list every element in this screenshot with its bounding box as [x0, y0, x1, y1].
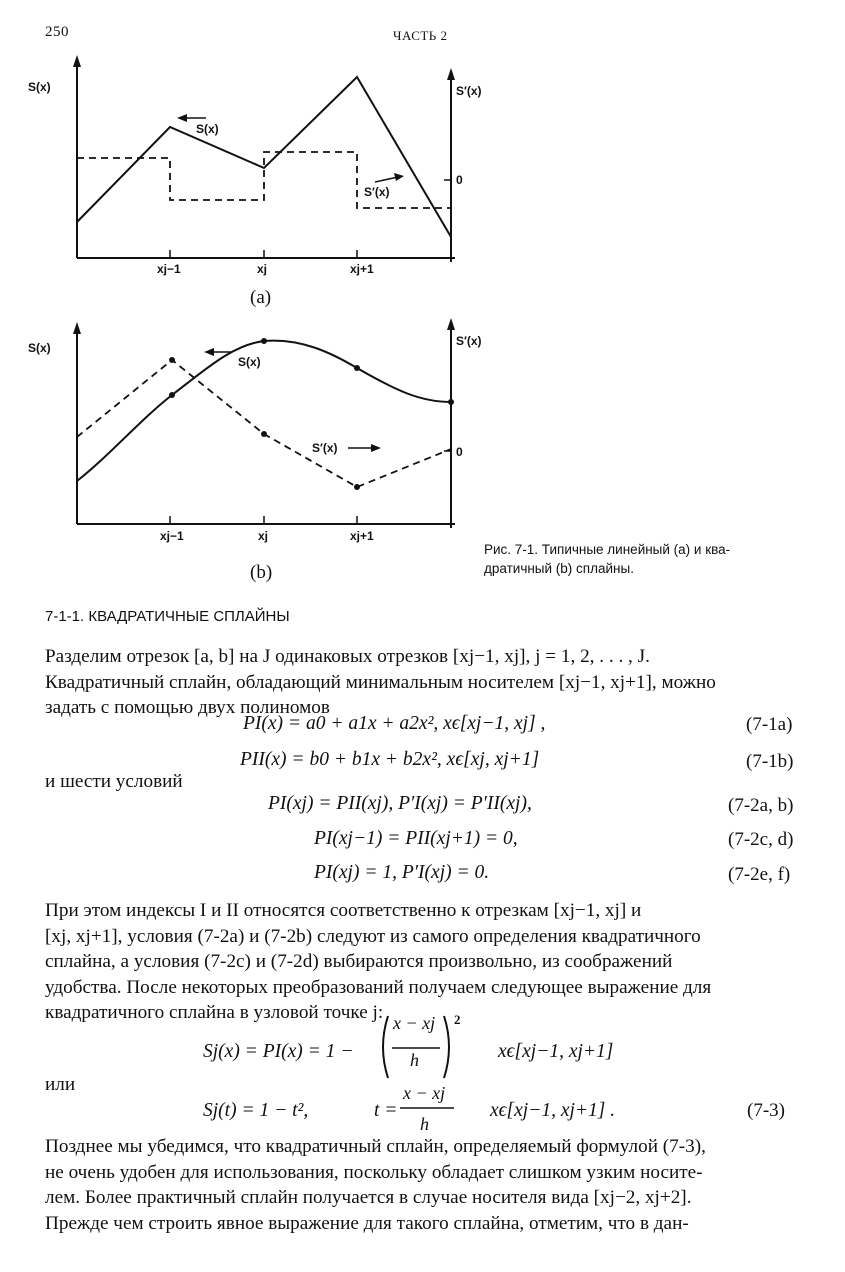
paragraph-1: [45, 644, 803, 721]
fig-a-sub-label: (a): [250, 287, 272, 308]
fraction-numerator: x − xj: [393, 1013, 436, 1033]
text-line: При этом индексы I и II относятся соответственно к отрезкам [xj−1, xj] и: [45, 900, 642, 921]
fig-b-curve-arrow-head: [204, 348, 214, 356]
fig-b-curve-label: S(x): [238, 355, 261, 369]
fig-b-left-arrow: [73, 322, 81, 334]
equation-7-1b: PII(x) = b0 + b1x + b2x², xϵ[xj, xj+1]: [240, 749, 540, 770]
fig-a-right-axis-label: S′(x): [456, 84, 482, 98]
fig-a-left-arrow: [73, 55, 81, 67]
equation-7-2ef: PI(xj) = 1, P′I(xj) = 0.: [314, 862, 490, 883]
fig-a-tick-label-2: xj: [257, 262, 268, 276]
fig-a-linear-spline-curve: [77, 77, 451, 237]
fig-a-tick-label-3: xj+1: [350, 262, 374, 276]
equation-7-1a: PI(x) = a0 + a1x + a2x², xϵ[xj−1, xj] ,: [243, 713, 546, 734]
text-line: лем. Более практичный сплайн получается в случае носителя вида [xj−2, xj+2].: [45, 1187, 692, 1208]
fig-b-right-axis-label: S′(x): [456, 334, 482, 348]
fig-a-curve-label: S(x): [196, 122, 219, 136]
figure-a: [28, 55, 482, 308]
fig-a-deriv-arrow-head: [394, 173, 404, 181]
equation-number: (7-2a, b): [728, 795, 794, 816]
equation-7-2ab: PI(xj) = PII(xj), P′I(xj) = P′II(xj),: [268, 793, 532, 814]
fig-b-derivative-label: S′(x): [312, 441, 338, 455]
fig-b-tick-label-2: xj: [258, 529, 269, 543]
fig-a-derivative-label: S′(x): [364, 185, 390, 199]
text-line: [xj, xj+1], условия (7-2a) и (7-2b) следуют из самого определения квадратичного: [45, 925, 701, 947]
text-line: Разделим отрезок [a, b] на J одинаковых отрезков [xj−1, xj], j = 1, 2, . . . , J.: [45, 646, 650, 667]
fig-b-quadratic-spline-curve: [77, 341, 451, 481]
text-line: и шести условий: [45, 771, 183, 792]
fig-b-sub-label: (b): [250, 562, 273, 583]
paragraph-3: [45, 1134, 803, 1236]
fig-b-deriv-arrow-head: [371, 444, 381, 452]
equation-7-3-lhs: Sj(t) = 1 − t²,: [203, 1100, 309, 1121]
equation-sj-domain: xϵ[xj−1, xj+1]: [498, 1041, 614, 1062]
fig-b-node-point: [169, 392, 175, 398]
equation-number: (7-2c, d): [728, 829, 794, 850]
fig-a-left-axis-label: S(x): [28, 80, 51, 94]
caption-line: дратичный (b) сплайны.: [484, 561, 634, 576]
figure-caption: [484, 540, 730, 578]
right-paren: [444, 1016, 449, 1078]
equation-sj-lhs: Sj(x) = PI(x) = 1 −: [203, 1041, 354, 1062]
equation-7-2cd: PI(xj−1) = PII(xj+1) = 0,: [314, 828, 518, 849]
figure-splines: [0, 0, 845, 600]
fraction-denominator: h: [410, 1050, 419, 1070]
fig-b-zero-label: 0: [456, 445, 463, 459]
text-line: не очень удобен для использования, поскольку обладает слишком узким носите-: [45, 1161, 703, 1183]
running-header: ЧАСТЬ 2: [393, 28, 448, 43]
text-line: Прежде чем строить явное выражение для такого сплайна, отметим, что в дан-: [45, 1212, 689, 1234]
fig-b-tick-label-1: xj−1: [160, 529, 184, 543]
fig-b-node-point: [169, 357, 175, 363]
text-line: удобства. После некоторых преобразований получаем следующее выражение для: [45, 976, 712, 998]
equation-number: (7-1a): [746, 714, 793, 735]
caption-line: Рис. 7-1. Типичные линейный (a) и ква-: [484, 542, 731, 557]
text-line: Квадратичный сплайн, обладающий минимальным носителем [xj−1, xj+1], можно: [45, 671, 716, 693]
equation-7-3-domain: xϵ[xj−1, xj+1] .: [490, 1100, 616, 1121]
fig-b-node-point: [354, 365, 360, 371]
fig-a-curve-arrow-head: [177, 114, 187, 122]
text-line: Позднее мы убедимся, что квадратичный сплайн, определяемый формулой (7-3),: [45, 1136, 706, 1157]
paragraph-2: [45, 898, 803, 1026]
section-title: 7-1-1. КВАДРАТИЧНЫЕ СПЛАЙНЫ: [45, 608, 290, 625]
equation-7-3-t: t =: [374, 1100, 398, 1121]
fig-b-node-point: [261, 338, 267, 344]
fig-b-node-point: [448, 399, 454, 405]
left-paren: [383, 1016, 388, 1078]
equation-number: (7-3): [747, 1100, 785, 1121]
text-line: задать с помощью двух полиномов: [45, 697, 330, 718]
equation-number: (7-2e, f): [728, 864, 791, 885]
fig-a-tick-label-1: xj−1: [157, 262, 181, 276]
fig-a-derivative-step: [77, 152, 451, 208]
text-line: сплайна, а условия (7-2c) и (7-2d) выбираются произвольно, из соображений: [45, 951, 673, 972]
fig-b-node-point: [261, 431, 267, 437]
fig-a-right-arrow: [447, 68, 455, 80]
fig-b-right-arrow: [447, 318, 455, 330]
page-number: 250: [45, 24, 69, 40]
fig-b-tick-label-3: xj+1: [350, 529, 374, 543]
fig-b-derivative-line: [77, 360, 451, 487]
fig-a-deriv-arrow-shaft: [375, 177, 398, 182]
fig-a-zero-label: 0: [456, 173, 463, 187]
exponent: 2: [454, 1012, 461, 1027]
text-line: или: [45, 1074, 76, 1095]
fig-b-node-point: [354, 484, 360, 490]
fig-b-left-axis-label: S(x): [28, 341, 51, 355]
fraction-numerator: x − xj: [403, 1083, 446, 1103]
text-line: квадратичного сплайна в узловой точке j:: [45, 1002, 384, 1023]
equation-number: (7-1b): [746, 751, 794, 772]
fraction-denominator: h: [420, 1114, 429, 1134]
figure-b: [28, 318, 482, 583]
